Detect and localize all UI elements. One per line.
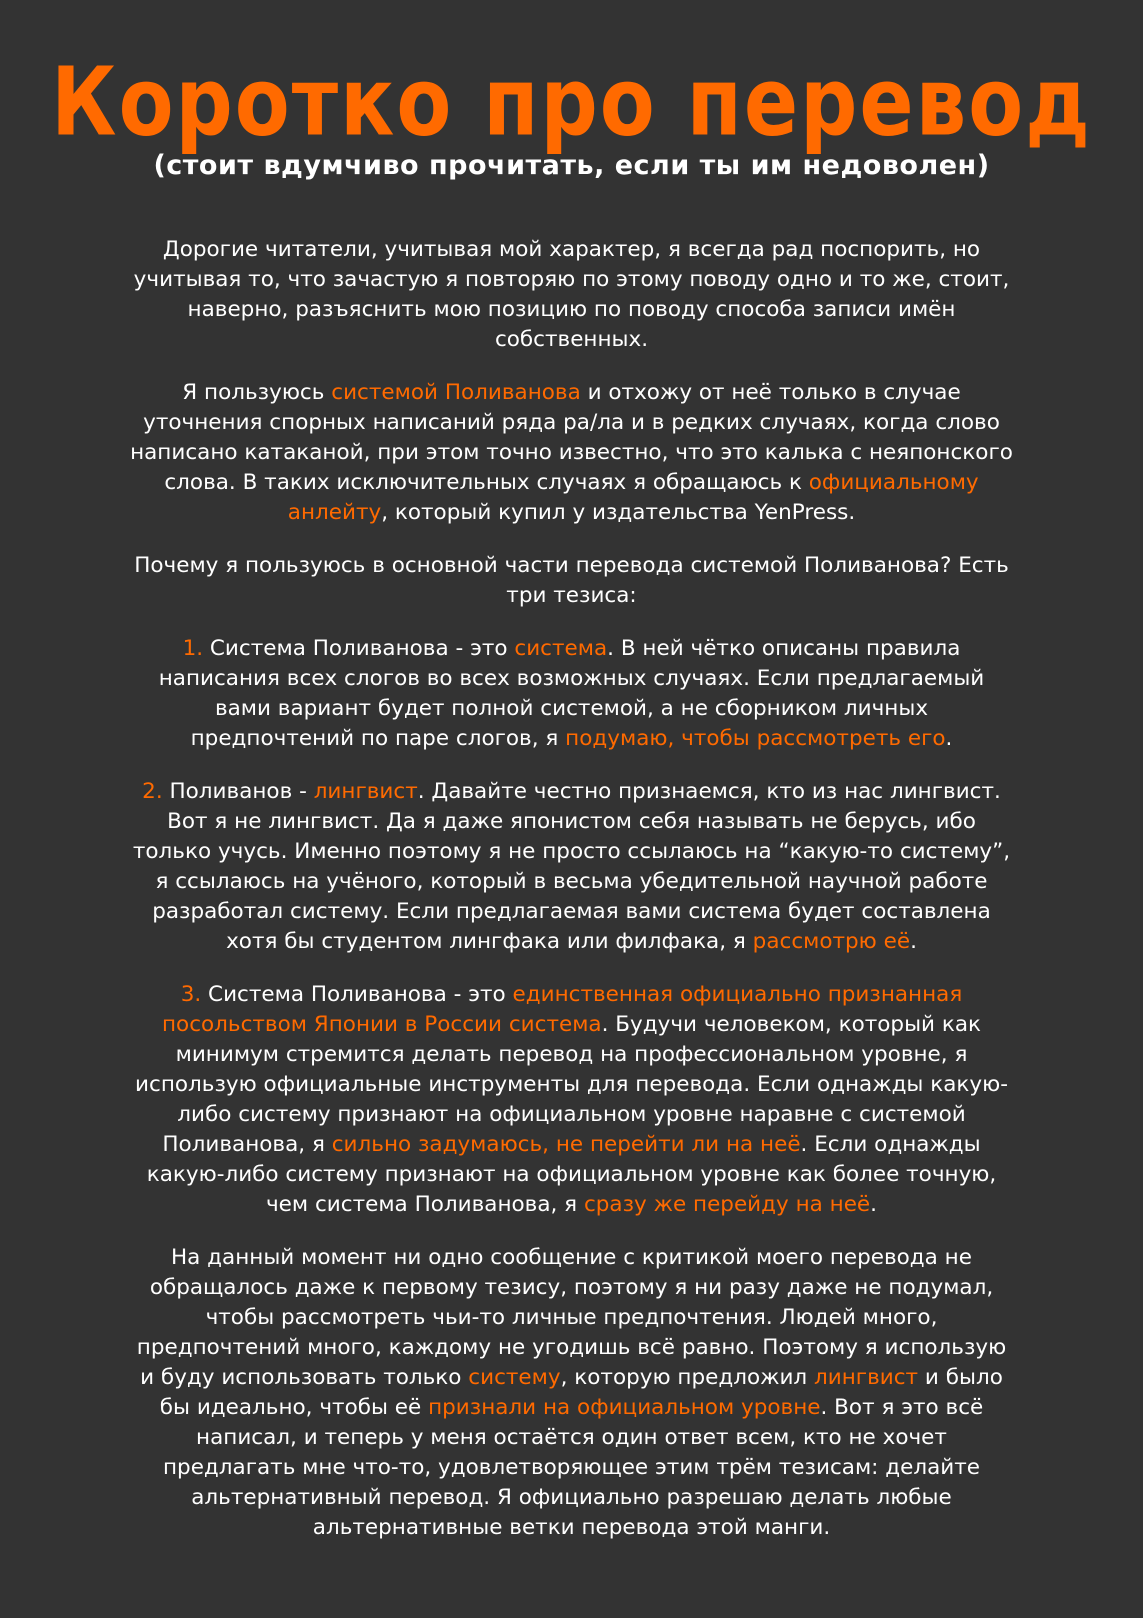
- highlight-system: система: [514, 636, 608, 661]
- highlight-think-switch: сильно задумаюсь, не перейти ли на неё: [331, 1132, 801, 1157]
- thesis-number: 3.: [180, 982, 202, 1007]
- highlight-system: систему: [468, 1365, 561, 1390]
- text-run: . Если однажды какую-либо систему признают на официальном уровне как более точную, чем система Поливанова, я: [146, 1132, 997, 1217]
- text-run: и отхожу от неё только в случае уточнения спорных написаний ряда ра/ла и в редких случаях, когда слово написано катаканой, при этом точно известно, что это калька с неяпонского слова. В таких исключительных случаях я обращаюсь к: [130, 380, 1013, 495]
- article-body: [130, 235, 1013, 1566]
- text-run: . Будучи человеком, который как минимум стремится делать перевод на профессиональном уровне, я использую официальные инструменты для перевода. Если однажды какую-либо систему признают на официальном уровне наравне с системой Поливанова, я: [135, 1012, 1008, 1157]
- highlight-will-consider: рассмотрю её: [752, 929, 911, 954]
- text-run: . В ней чётко описаны правила написания всех слогов во всех возможных случаях. Если предлагаемый вами вариант будет полной системой, а не сборником личных предпочтений по паре слогов, я: [158, 636, 985, 751]
- paragraph-intro: [130, 235, 1013, 355]
- text-run: Дорогие читатели, учитывая мой характер, я всегда рад поспорить, но учитывая то, что зачастую я повторяю по этому поводу одно и то же, стоит, наверно, разъяснить мою позицию по поводу способа записи имён собственных.: [133, 237, 1010, 352]
- text-run: . Вот я это всё написал, и теперь у меня остаётся один ответ всем, кто не хочет предлагать мне что-то, удовлетворяющее этим трём тезисам: делайте альтернативный перевод. Я официально разрешаю делать любые альтернативные ветки перевода этой манги.: [163, 1395, 984, 1540]
- thesis-number: 1.: [182, 636, 204, 661]
- highlight-officially-recognized: единственная официально признанная посольством Японии в России система: [161, 982, 963, 1037]
- paragraph-why: [130, 551, 1013, 611]
- thesis-number: 2.: [142, 779, 163, 804]
- text-run: и было бы идеально, чтобы её: [159, 1365, 1003, 1420]
- paragraph-system-usage: [130, 378, 1013, 528]
- text-run: Система Поливанова - это: [201, 982, 513, 1007]
- text-run: На данный момент ни одно сообщение с критикой моего перевода не обращалось даже к первому тезису, поэтому я ни разу даже не подумал, чтобы рассмотреть чьи-то личные предпочтения. Людей много, предпочтений много, каждому не угодишь всё равно. Поэтому я использую и буду использовать только: [136, 1245, 1007, 1390]
- highlight-linguist: лингвист: [313, 779, 418, 804]
- text-run: .: [910, 929, 917, 954]
- text-run: .: [945, 726, 953, 751]
- text-run: Я пользуюсь: [182, 380, 332, 405]
- paragraph-thesis-1: [130, 634, 1013, 754]
- text-run: . Давайте честно признаемся, кто из нас лингвист. Вот я не лингвист. Да я даже японистом себя называть не берусь, ибо только учусь. Именно поэтому я не просто ссылаюсь на “какую-то систему”, я ссылаюсь на учёного, который в весьма убедительной научной работе разработал систему. Если предлагаемая вами система будет составлена хотя бы студентом лингфака или филфака, я: [132, 779, 1011, 954]
- page-subtitle: (стоит вдумчиво прочитать, если ты им недоволен): [153, 150, 990, 181]
- text-run: , который купил у издательства YenPress.: [381, 500, 856, 525]
- page-title: Коротко про перевод: [51, 47, 1092, 157]
- paragraph-conclusion: [130, 1243, 1013, 1543]
- text-run: Система Поливанова - это: [203, 636, 515, 661]
- text-run: Почему я пользуюсь в основной части перевода системой Поливанова? Есть три тезиса:: [134, 553, 1009, 608]
- paragraph-thesis-3: [130, 980, 1013, 1220]
- text-run: , которую предложил: [560, 1365, 815, 1390]
- highlight-official-level: признали на официальном уровне: [428, 1395, 821, 1420]
- text-run: Поливанов -: [162, 779, 314, 804]
- highlight-polivanov-system: системой Поливанова: [331, 380, 581, 405]
- highlight-official-english: официальному анлейту: [287, 470, 979, 525]
- paragraph-thesis-2: [130, 777, 1013, 957]
- text-run: .: [870, 1192, 877, 1217]
- highlight-linguist: лингвист: [814, 1365, 919, 1390]
- highlight-switch-immediately: сразу же перейду на неё: [583, 1192, 871, 1217]
- highlight-consider: подумаю, чтобы рассмотреть его: [565, 726, 946, 751]
